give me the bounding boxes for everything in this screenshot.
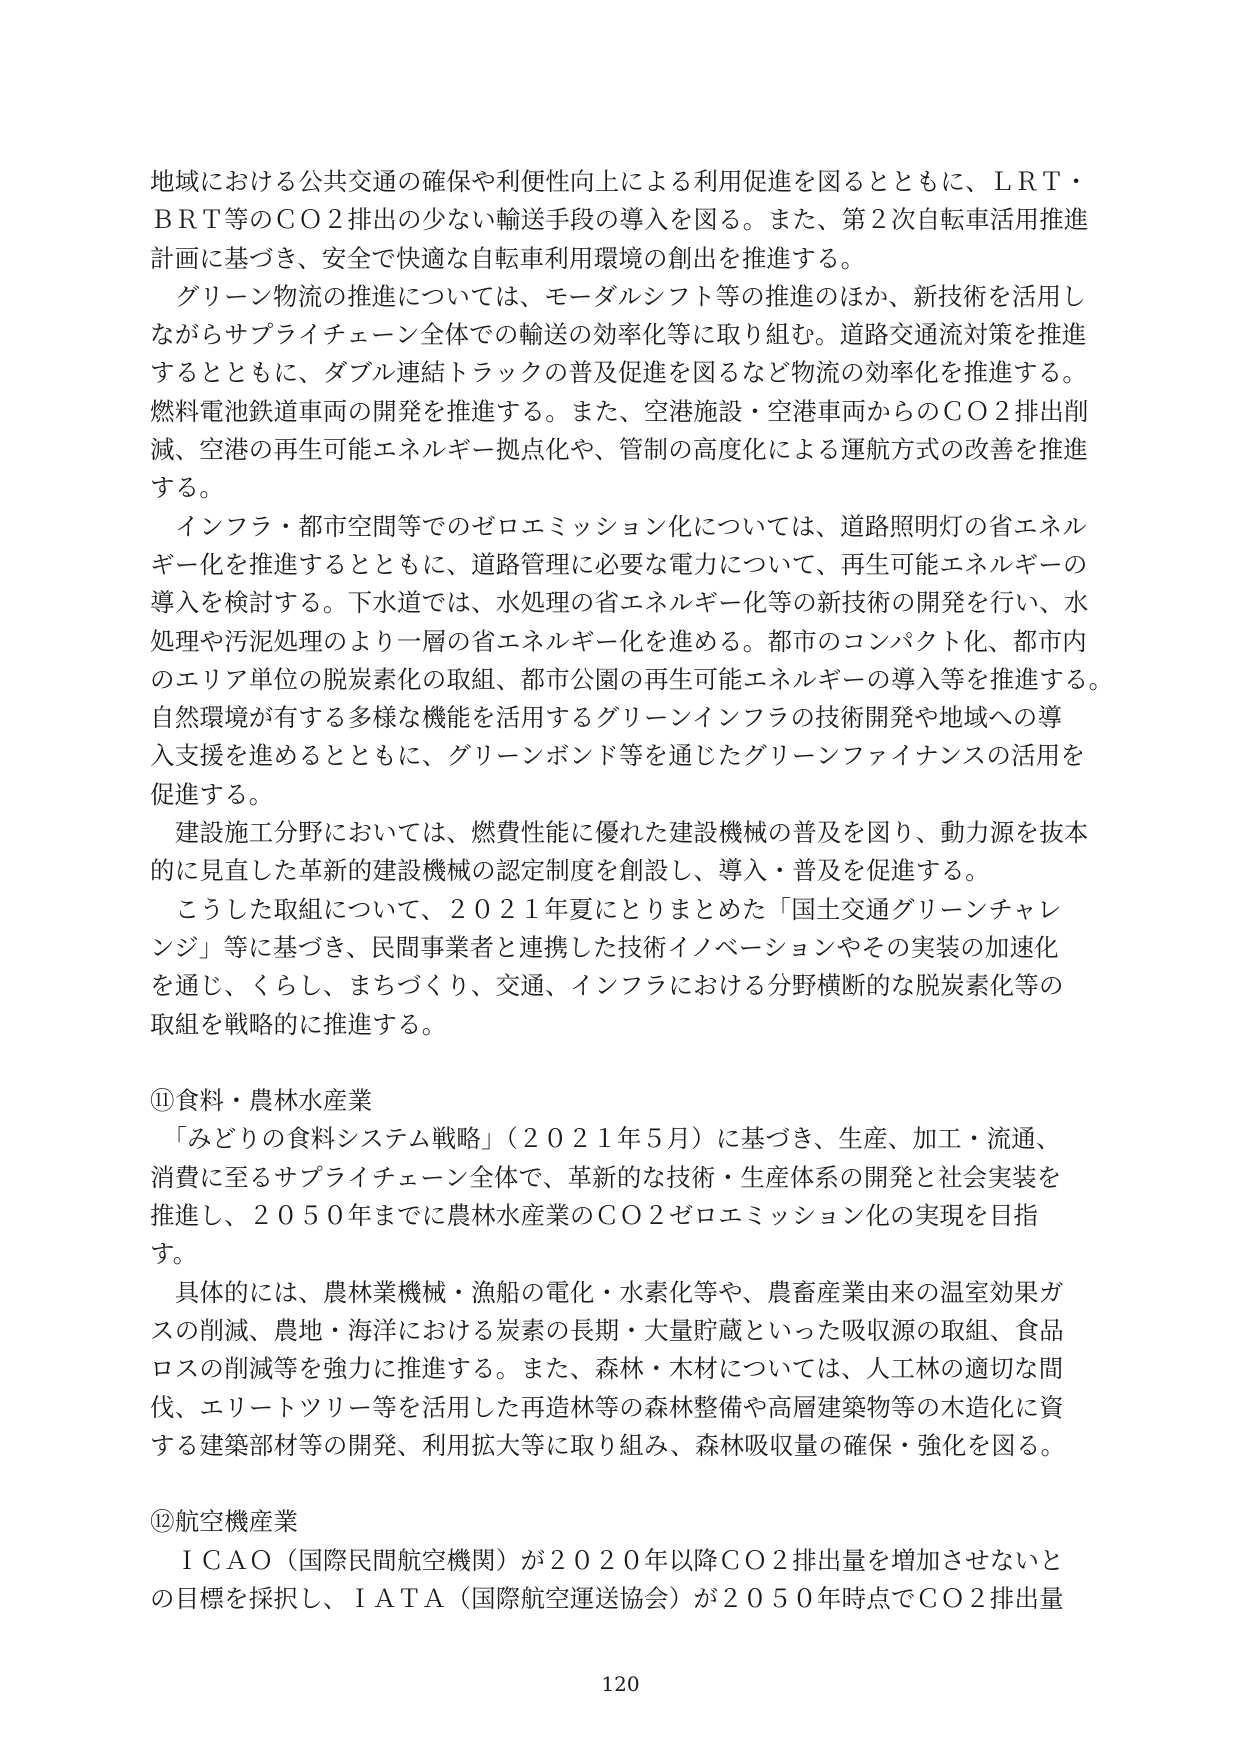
text-line: 建設施工分野においては、燃費性能に優れた建設機械の普及を図り、動力源を抜本 <box>150 818 1089 848</box>
text-line: す。 <box>150 1239 198 1269</box>
text-line: 具体的には、農林業機械・漁船の電化・水素化等や、農畜産業由来の温室効果ガ <box>150 1277 1064 1307</box>
text-line: 消費に至るサプライチェーン全体で、革新的な技術・生産体系の開発と社会実装を <box>150 1162 1062 1192</box>
text-line: 減、空港の再生可能エネルギー拠点化や、管制の高度化による運航方式の改善を推進 <box>150 435 1089 465</box>
text-line: を通じ、くらし、まちづくり、交通、インフラにおける分野横断的な脱炭素化等の <box>150 971 1064 1001</box>
text-line: する。 <box>150 473 225 503</box>
text-line: インフラ・都市空間等でのゼロエミッション化については、道路照明灯の省エネル <box>150 511 1088 541</box>
text-line: ＩＣＡＯ（国際民間航空機関）が２０２０年以降ＣＯ２排出量を増加させないと <box>150 1545 1064 1575</box>
text-line: のエリア単位の脱炭素化の取組、都市公園の再生可能エネルギーの導入等を推進する。 <box>150 664 1114 694</box>
text-line: するとともに、ダブル連結トラックの普及促進を図るなど物流の効率化を推進する。 <box>150 358 1088 388</box>
blank-line <box>150 1044 1100 1082</box>
text-line: 燃料電池鉄道車両の開発を推進する。また、空港施設・空港車両からのＣＯ２排出削 <box>150 396 1089 426</box>
text-line: 入支援を進めるとともに、グリーンボンド等を通じたグリーンファイナンスの活用を <box>150 741 1086 771</box>
text-line: の目標を採択し、ＩＡＴＡ（国際航空運送協会）が２０５０年時点でＣＯ２排出量 <box>150 1583 1064 1613</box>
blank-line <box>150 1465 1100 1503</box>
text-line: 的に見直した革新的建設機械の認定制度を創設し、導入・普及を促進する。 <box>150 856 990 886</box>
document-body <box>150 163 1114 1618</box>
text-line: ロスの削減等を強力に推進する。また、森林・木材については、人工林の適切な間 <box>150 1354 1064 1384</box>
text-line: 推進し、２０５０年までに農林水産業のＣＯ２ゼロエミッション化の実現を目指 <box>150 1201 1039 1231</box>
text-line: 計画に基づき、安全で快適な自転車利用環境の創出を推進する。 <box>150 243 866 273</box>
text-line: 促進する。 <box>150 779 274 809</box>
text-line: スの削減、農地・海洋における炭素の長期・大量貯蔵といった吸収源の取組、食品 <box>150 1315 1064 1345</box>
text-line: する建築部材等の開発、利用拡大等に取り組み、森林吸収量の確保・強化を図る。 <box>150 1430 1066 1460</box>
text-line: ギー化を推進するとともに、道路管理に必要な電力について、再生可能エネルギーの <box>150 549 1088 579</box>
text-line: こうした取組について、２０２１年夏にとりまとめた「国土交通グリーンチャレ <box>150 894 1062 924</box>
text-line: 処理や汚泥処理のより一層の省エネルギー化を進める。都市のコンパクト化、都市内 <box>150 626 1087 656</box>
text-line: 取組を戦略的に推進する。 <box>150 1009 447 1039</box>
text-line: 伐、エリートツリー等を活用した再造林等の森林整備や高層建築物等の木造化に資 <box>150 1392 1064 1422</box>
text-line: グリーン物流の推進については、モーダルシフト等の推進のほか、新技術を活用し <box>150 281 1087 311</box>
text-line: ＢＲＴ等のＣＯ２排出の少ない輸送手段の導入を図る。また、第２次自転車活用推進 <box>150 205 1089 235</box>
page-number: 120 <box>601 1672 640 1696</box>
text-line: 導入を検討する。下水道では、水処理の省エネルギー化等の新技術の開発を行い、水 <box>150 588 1089 618</box>
section-heading: ⑫航空機産業 <box>150 1507 299 1537</box>
text-line: 「みどりの食料システム戦略」（２０２１年５月）に基づき、生産、加工・流通、 <box>150 1124 1061 1154</box>
text-line: ンジ」等に基づき、民間事業者と連携した技術イノベーションやその実装の加速化 <box>150 932 1059 962</box>
text-line: ながらサプライチェーン全体での輸送の効率化等に取り組む。道路交通流対策を推進 <box>150 320 1087 350</box>
section-heading: ⑪食料・農林水産業 <box>150 1086 373 1116</box>
text-line: 地域における公共交通の確保や利便性向上による利用促進を図るとともに、ＬＲＴ・ <box>150 167 1089 196</box>
text-line: 自然環境が有する多様な機能を活用するグリーンインフラの技術開発や地域への導 <box>150 703 1063 733</box>
